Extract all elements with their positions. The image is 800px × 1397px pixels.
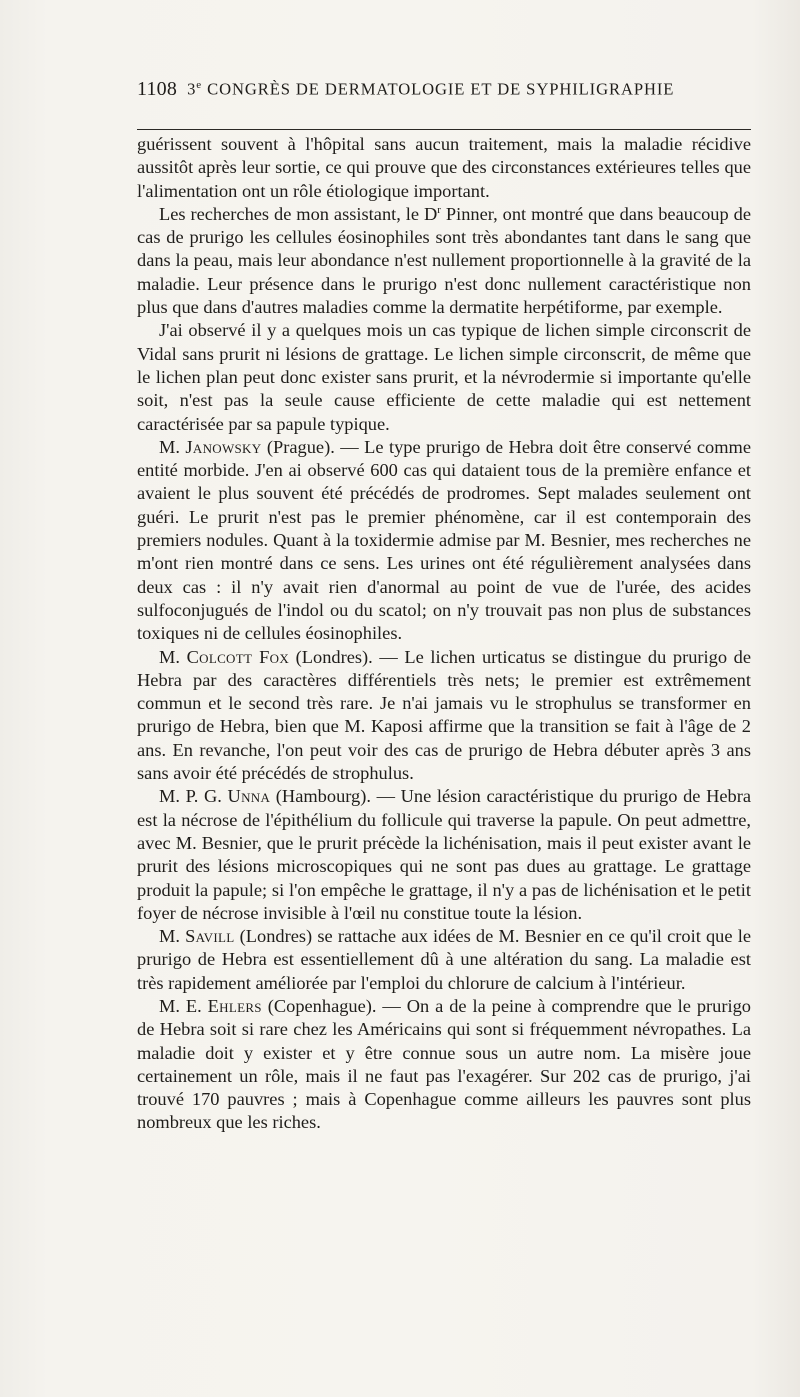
paragraph-5-pre: M.: [159, 646, 187, 667]
running-title: [187, 79, 674, 100]
paragraph-6-text: (Hambourg). — Une lésion caractéristique du prurigo de Hebra est la nécrose de l'épithélium du follicule qui traverse la papule. On peut admettre, avec M. Besnier, que le prurit précède la lichénisation, mais il peut exister avant le prurit des lésions microscopiques qui ne sont pas dues au grattage. Le grattage produit la papule; si l'on empêche le grattage, il n'y a pas de lichénisation et le petit foyer de nécrose invisible à l'œil nu constitue toute la lésion.: [137, 786, 751, 923]
page-number: 1108: [137, 78, 178, 100]
paragraph-8-pre: M. E.: [159, 995, 208, 1016]
title-sup: e: [196, 79, 203, 92]
title-prefix: 3: [187, 80, 197, 99]
title-rest: CONGRÈS DE DERMATOLOGIE ET DE SYPHILIGRAPHIE: [202, 80, 675, 99]
running-header: [137, 78, 751, 110]
speaker-name: Unna: [227, 786, 271, 807]
paragraph-7-text: (Londres) se rattache aux idées de M. Besnier en ce qu'il croit que le prurigo de Hebra est essentiellement dû à une altération du sang. La maladie est très rapidement améliorée par l'emploi du chlorure de calcium à l'intérieur.: [137, 926, 751, 993]
paragraph-7: [137, 925, 751, 995]
paragraph-5-text: (Londres). — Le lichen urticatus se distingue du prurigo de Hebra par des caractères différentiels très nets; le premier est extrêmement commun et le second très rare. Je n'ai jamais vu le strophulus se transformer en prurigo de Hebra, bien que M. Kaposi affirme que la transition se fait à l'âge de 2 ans. En revanche, l'on peut voir des cas de prurigo de Hebra débuter après 3 ans sans avoir été précédés de strophulus.: [137, 646, 751, 784]
paragraph-5: [137, 646, 751, 786]
paragraph-8: [137, 995, 751, 1135]
speaker-name: Janowsky: [185, 436, 262, 457]
paragraph-2: [137, 203, 751, 319]
paragraph-1: guérissent souvent à l'hôpital sans aucun traitement, mais la maladie récidive aussitôt après leur sortie, ce qui prouve que des circonstances extérieures telles que l'alimentation ont un rôle étiologique important.: [137, 134, 751, 201]
paragraph-4-pre: M.: [159, 436, 186, 457]
paragraph-4: [137, 436, 751, 646]
speaker-name: Savill: [185, 926, 235, 947]
header-rule: [137, 129, 751, 130]
speaker-name: Ehlers: [207, 995, 262, 1016]
paragraph-2-a: Les recherches de mon assistant, le D: [159, 203, 438, 224]
paragraph-8-text: (Copenhague). — On a de la peine à comprendre que le prurigo de Hebra soit si rare chez les Américains qui sont si fréquemment névropathes. La maladie doit y exister et y être connue sous un autre nom. La misère joue certainement un rôle, mais il ne faut pas l'exagérer. Sur 202 cas de prurigo, j'ai trouvé 170 pauvres ; mais à Copenhague comme ailleurs les pauvres sont plus nombreux que les riches.: [137, 995, 751, 1133]
paragraph-6-pre: M. P. G.: [159, 786, 228, 807]
paragraph-7-pre: M.: [159, 926, 186, 947]
paragraph-3: J'ai observé il y a quelques mois un cas typique de lichen simple circonscrit de Vidal sans prurit ni lésions de grattage. Le lichen simple circonscrit, de même que le lichen plan peut donc exister sans prurit, et la névrodermie si importante qu'elle soit, n'est pas la seule cause efficiente de cette maladie qui est nettement caractérisée par sa papule typique.: [137, 320, 751, 434]
paragraph-4-text: (Prague). — Le type prurigo de Hebra doit être conservé comme entité morbide. J'en ai observé 600 cas qui dataient tous de la première enfance et avaient le plus souvent été précédés de prodromes. Sept malades seulement ont guéri. Le prurit n'est pas le premier phénomène, car il est contemporain des premiers nodules. Quant à la toxidermie admise par M. Besnier, mes recherches ne m'ont rien montré dans ce sens. Les urines ont été régulièrement analysées dans deux cas : il n'y avait rien d'anormal au point de vue de l'urée, des acides sulfoconjugués de l'indol ou du scatol; on n'y trouvait pas non plus de substances toxiques ni de cellules éosinophiles.: [137, 436, 751, 644]
speaker-name: Colcott Fox: [186, 646, 290, 667]
paragraph-2-sup: r: [437, 203, 441, 216]
paragraph-2-b: Pinner, ont montré que dans beaucoup de cas de prurigo les cellules éosinophiles sont très abondantes tant dans le sang que dans la peau, mais leur abondance n'est nullement proportionnelle à la gravité de la maladie. Leur présence dans le prurigo n'est donc nullement caractéristique non plus que dans d'autres maladies comme la dermatite herpétiforme, par exemple.: [137, 203, 751, 318]
paragraph-6: [137, 785, 751, 925]
body-text: [137, 133, 751, 1135]
